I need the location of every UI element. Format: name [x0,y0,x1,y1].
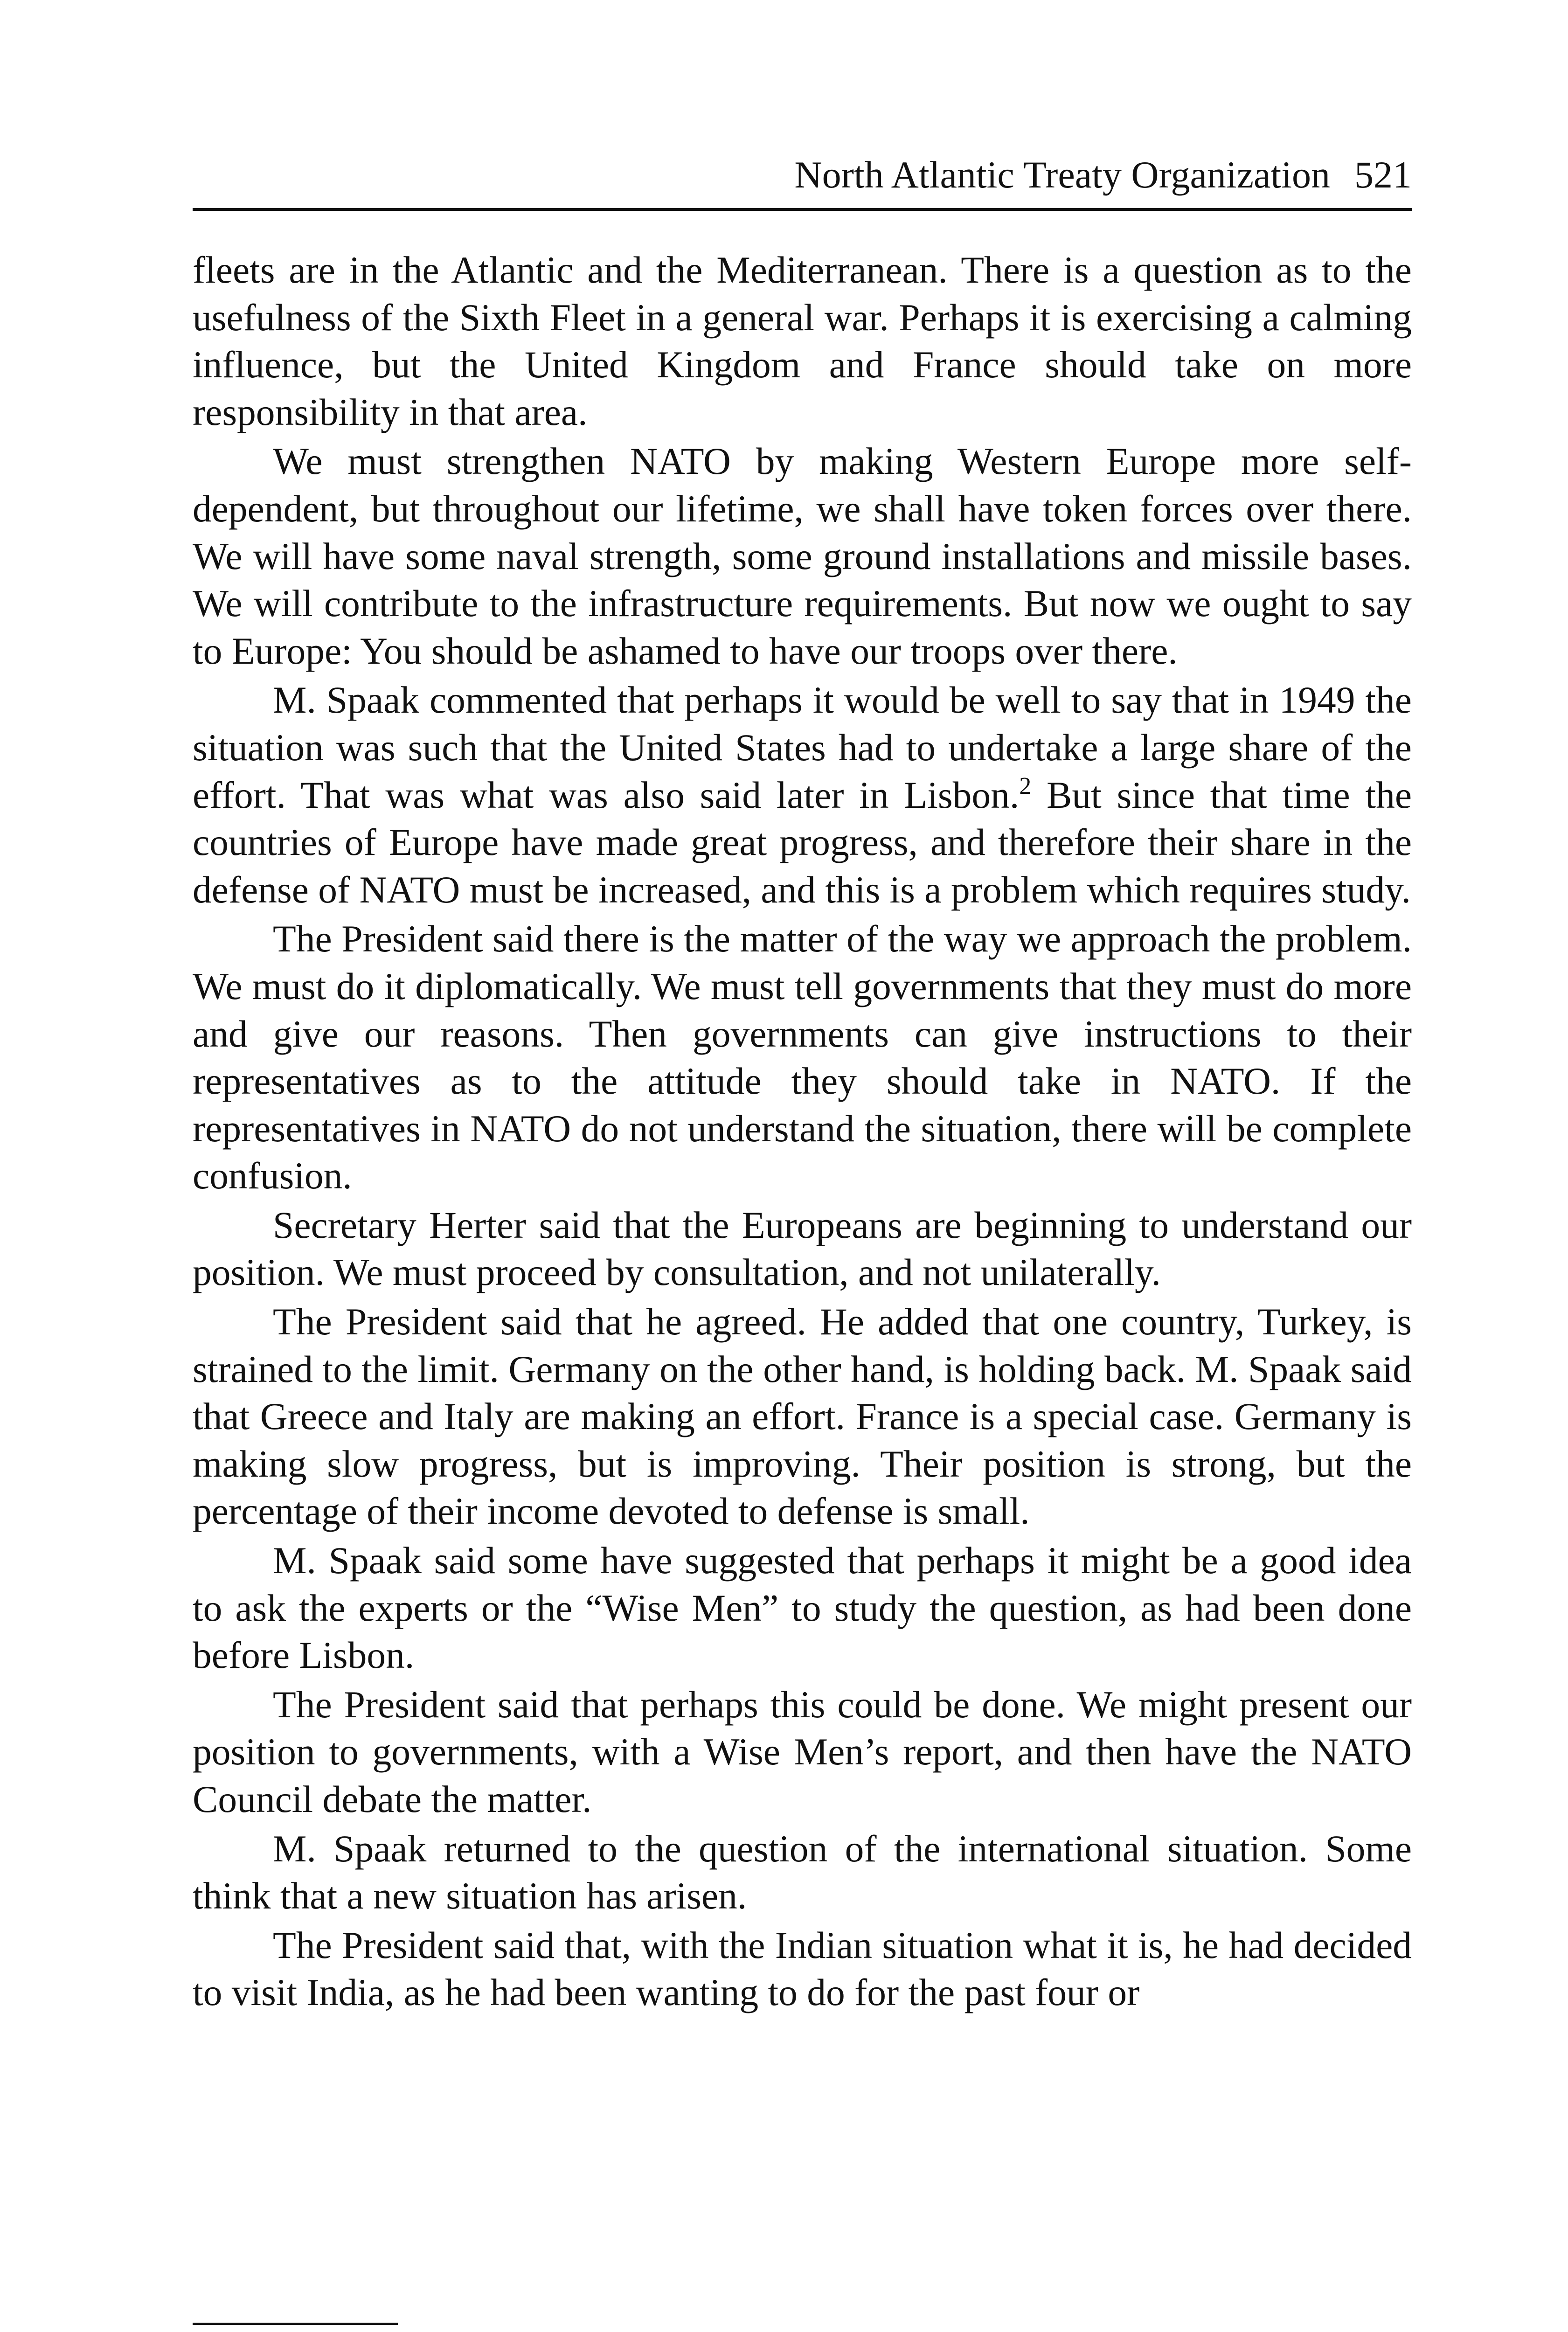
footnote-reference: 2 [1019,772,1032,799]
page-number: 521 [1354,153,1412,196]
paragraph-text: But since that time the countries of Europe have made great progress, and therefore their share in the defense of NATO must be increased, and this is a problem which requires study. [193,773,1412,911]
running-head [193,147,1412,203]
paragraph: M. Spaak said some have suggested that perhaps it might be a good idea to ask the experts or the “Wise Men” to study the question, as had been done before Lisbon. [193,1539,1412,1677]
paragraph [193,676,1412,913]
paragraph: The President said that perhaps this could be done. We might present our position to governments, with a Wise Men’s report, and then have the NATO Council debate the matter. [193,1683,1412,1820]
paragraph-text: M. Spaak commented that perhaps it would be well to say that in 1949 the situation was such that the United States had to undertake a large share of the effort. That was what was also said later in Lisbon. [193,679,1412,816]
paragraph: The President said that he agreed. He added that one country, Turkey, is strained to the limit. Germany on the other hand, is holding back. M. Spaak said that Greece and Italy are making an effort. France is a special case. Germany is making slow progress, but is improving. Their position is strong, but the percentage of their income devoted to defense is small. [193,1300,1412,1533]
paragraph: Secretary Herter said that the Europeans are beginning to understand our position. We must proceed by consultation, and not unilaterally. [193,1203,1412,1294]
running-title: North Atlantic Treaty Organization [794,153,1330,196]
paragraph: The President said there is the matter of the way we approach the problem. We must do it diplomatically. We must tell governments that they must do more and give our reasons. Then governments can give instructions to their representatives as to the attitude they should take in NATO. If the representatives in NATO do not understand the situation, there will be complete confusion. [193,917,1412,1197]
body-text [193,246,1412,2018]
header-rule [193,208,1412,211]
paragraph: The President said that, with the Indian situation what it is, he had decided to visit India, as he had been wanting to do for the past four or [193,1923,1412,2014]
paragraph: We must strengthen NATO by making Western Europe more self-dependent, but throughout our lifetime, we shall have token forces over there. We will have some naval strength, some ground installations and missile bases. We will contribute to the infrastructure requirements. But now we ought to say to Europe: You should be ashamed to have our troops over there. [193,440,1412,672]
paragraph: fleets are in the Atlantic and the Mediterranean. There is a question as to the usefulness of the Sixth Fleet in a general war. Perhaps it is exercising a calming influence, but the United Kingdom and France should take on more responsibility in that area. [193,249,1412,433]
paragraph: M. Spaak returned to the question of the international situation. Some think that a new situation has arisen. [193,1827,1412,1917]
footnote-rule [193,2323,398,2325]
